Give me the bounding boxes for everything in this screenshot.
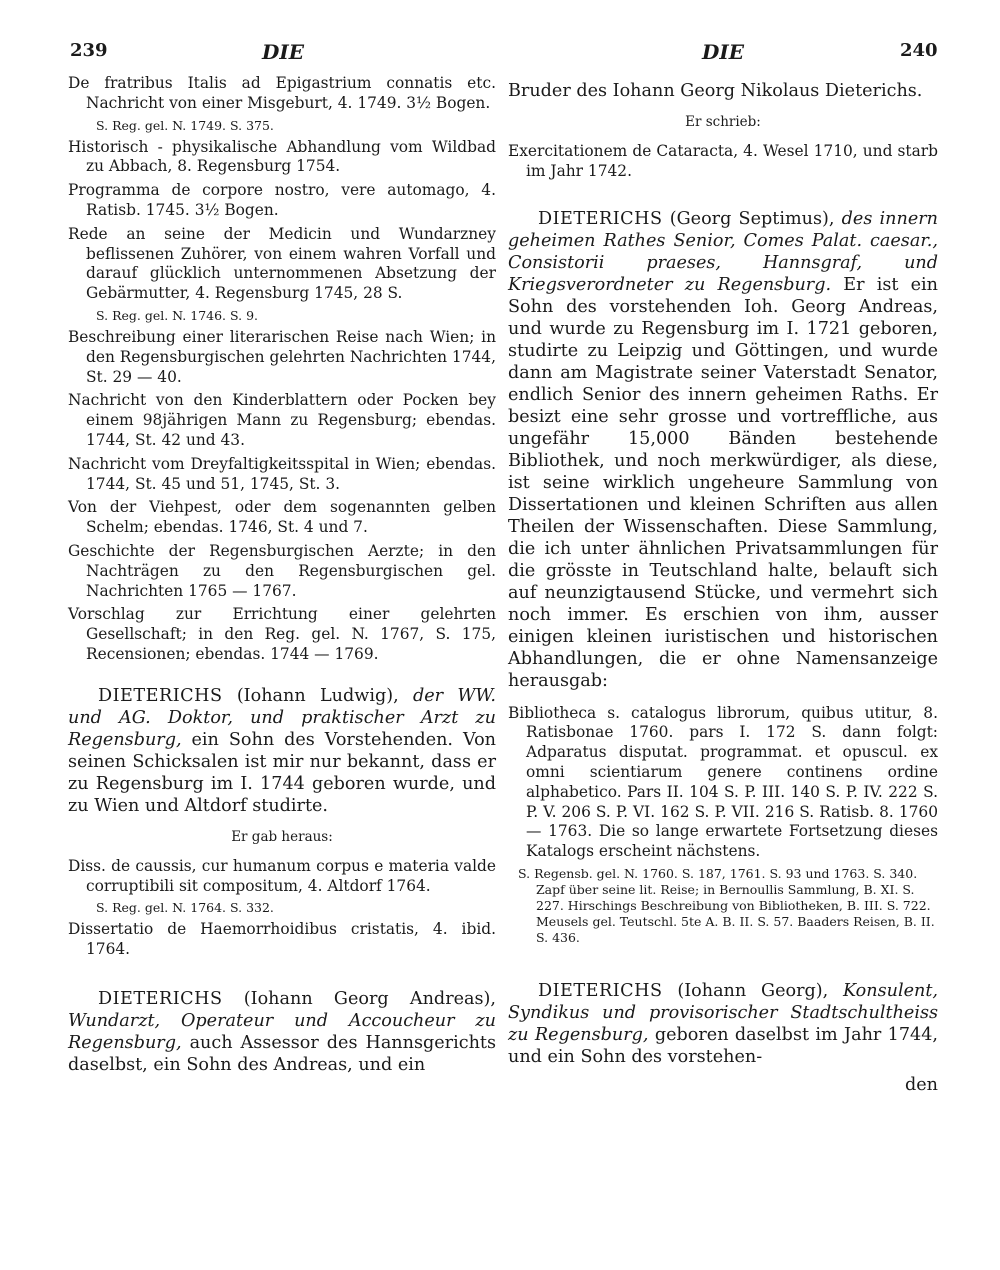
entry-text: Er ist ein Sohn des vorstehenden Ioh. Georg Andreas, und wurde zu Regensburg im I. 1721 geboren, studirte zu Leipzig und Göttingen, und wurde dann am Magistrate seiner Vaterstadt Senator, endlich Senior des innern geheimen Raths. Er besizt eine sehr grosse und vortreffliche, aus ungefähr 15,000 Bänden bestehende Bibliothek, und noch merkwürdiger, als diese, ist seine wirklich ungeheure Sammlung von Dissertationen und kleinen Schriften aus allen Theilen der Wissenschaften. Diese Sammlung, die ich unter ähnlichen Privatsammlungen für die grösste in Teutschland halte, belauft sich auf neunzigtausend Stücke, und vermehrt sich noch immer. Es erschien von ihm, ausser einigen kleinen iuristischen und historischen Abhandlungen, die er ohne Namensanzeige herausgab: [508,274,938,691]
biography-entry [68,685,496,817]
catchword: den [904,1074,938,1095]
reference-note: S. Regensb. gel. N. 1760. S. 187, 1761. S. 93 und 1763. S. 340. Zapf über seine lit. Reise; in Bernoullis Sammlung, B. XI. S. 227. Hirschings Beschreibung von Bibliotheken, B. III. S. 722. Meusels gel. Teutschl. 5te A. B. II. S. 57. Baaders Reisen, B. II. S. 436. [518,865,935,945]
entry-title: der WW. und AG. Doktor, und praktischer Arzt zu Regensburg, [68,685,496,750]
entry-headword: DIETERICHS [98,988,223,1009]
entry-name: (Iohann Georg Andreas), [243,988,496,1009]
biography-entry [508,208,938,692]
entry-text: geboren daselbst im Jahr 1744, und ein Sohn des vorstehen- [508,1024,939,1067]
section-note: Er gab heraus: [231,828,333,845]
entry-name: (Iohann Georg), [677,980,829,1001]
entry-continuation: Bruder des Iohann Georg Nikolaus Dieterichs. [508,81,923,101]
entry-text: auch Assessor des Hannsgerichts daselbst, ein Sohn des Andreas, und ein [68,1032,496,1075]
running-head-right: DIE [702,40,744,64]
section-note: Er schrieb: [685,114,761,130]
bib-item: Von der Viehpest, oder dem sogenannten gelben Schelm; ebendas. 1746, St. 4 und 7. [68,498,496,537]
bib-item: Diss. de caussis, cur humanum corpus e materia valde corruptibili sit compositum, 4. Altdorf 1764. [68,856,496,895]
entry-name: (Iohann Ludwig), [236,685,399,706]
entry-text: ein Sohn des Vorstehenden. Von seinen Schicksalen ist mir nur bekannt, dass er zu Regensburg im I. 1744 geboren wurde, und zu Wien und Altdorf studirte. [68,729,496,816]
entry-headword: DIETERICHS [538,208,663,229]
bib-item: Bibliotheca s. catalogus librorum, quibus utitur, 8. Ratisbonae 1760. pars I. 172 S. dann folgt: Adparatus disputat. programmat. et opuscul. ex omni scientiarum genere continens ordine alphabetico. Pars II. 104 S. P. III. 140 S. P. IV. 222 S. P. V. 206 S. P. VI. 162 S. P. VII. 216 S. Ratisb. 8. 1760 — 1763. Die so lange erwartete Fortsetzung dieses Katalogs erscheint nächstens. [508,703,938,861]
entry-title: Konsulent, Syndikus und provisorischer Stadtschultheiss zu Regensburg, [508,980,938,1045]
bib-item: Nachricht vom Dreyfaltigkeitsspital in Wien; ebendas. 1744, St. 45 und 51, 1745, St. 3. [68,454,496,493]
page-number-left: 239 [70,40,108,61]
entry-headword: DIETERICHS [538,980,663,1001]
running-head-left: DIE [262,40,304,64]
bib-item: Beschreibung einer literarischen Reise nach Wien; in den Regensburgischen gelehrten Nachrichten 1744, St. 29 — 40. [68,327,496,386]
entry-title: des innern geheimen Rathes Senior, Comes Palat. caesar., Consistorii praeses, Hannsgraf, und Kriegsverordneter zu Regensburg. [508,208,938,295]
biography-entry [68,988,496,1076]
reference-note: S. Reg. gel. N. 1749. S. 375. [96,117,274,133]
entry-name: (Georg Septimus), [669,208,835,229]
bib-item: Nachricht von den Kinderblattern oder Pocken bey einem 98jährigen Mann zu Regensburg; ebendas. 1744, St. 42 und 43. [68,391,496,449]
right-column [508,74,938,1096]
page-number-right: 240 [900,40,938,61]
biography-entry [508,980,938,1068]
entry-title: Wundarzt, Operateur und Accoucheur zu Regensburg, [68,1010,496,1053]
bib-item: Exercitationem de Cataracta, 4. Wesel 1710, und starb im Jahr 1742. [508,142,938,180]
bib-item: Vorschlag zur Errichtung einer gelehrten Gesellschaft; in den Reg. gel. N. 1767, S. 175, Recensionen; ebendas. 1744 — 1769. [68,605,496,663]
bib-item: Programma de corpore nostro, vere automago, 4. Ratisb. 1745. 3½ Bogen. [68,181,496,219]
bib-item: Dissertatio de Haemorrhoidibus cristatis, 4. ibid. 1764. [68,920,496,959]
reference-note: S. Reg. gel. N. 1764. S. 332. [96,900,274,916]
bib-item: Historisch - physikalische Abhandlung vom Wildbad zu Abbach, 8. Regensburg 1754. [68,137,496,176]
reference-note: S. Reg. gel. N. 1746. S. 9. [96,307,258,323]
left-column [68,74,496,1082]
bib-item: De fratribus Italis ad Epigastrium connatis etc. Nachricht von einer Misgeburt, 4. 1749. 3½ Bogen. [68,74,496,112]
bib-item: Rede an seine der Medicin und Wundarzney beflissenen Zuhörer, von einem wahren Vorfall und darauf glücklich unternommenen Absetzung der Gebärmutter, 4. Regensburg 1745, 28 S. [68,224,496,303]
bib-item: Geschichte der Regensburgischen Aerzte; in den Nachträgen zu den Regensburgischen gel. Nachrichten 1765 — 1767. [68,541,496,600]
entry-headword: DIETERICHS [98,685,223,706]
